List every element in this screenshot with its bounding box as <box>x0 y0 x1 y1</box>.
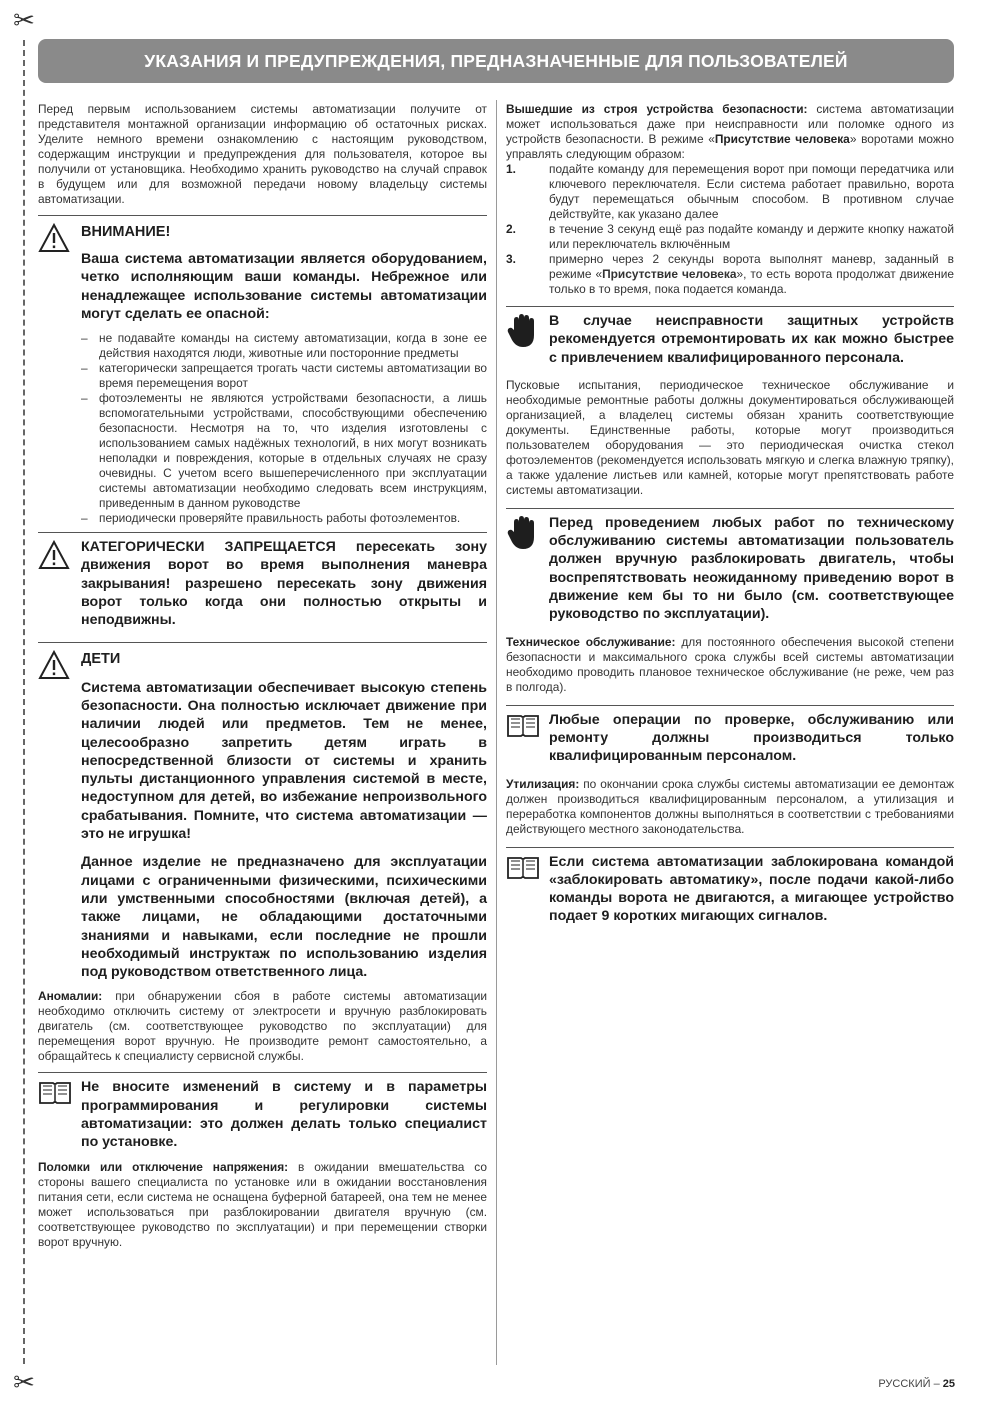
list-item: – периодически проверяйте правильность работы фотоэлементов. <box>81 511 487 526</box>
anomalies-text: при обнаружении сбоя в работе системы автоматизации необходимо отключить систему от электросети и вручную разблокировать двигатель (см. соответствующее руководство по эксплуатации) для перемещения ворот вручную. Не производите ремонт самостоятельно, а обращайтесь к специалисту сервисной службы. <box>38 989 487 1064</box>
forbidden-rest: пересекать зону движения ворот во время выполнения маневра закрывания! разрешено пересекать зону движения ворот только когда они полностью открыты и неподвижны. <box>81 539 488 629</box>
children-paragraph-1: Система автоматизации обеспечивает высокую степень безопасности. Она полностью исключает движение при наличии людей или предметов. Тем не менее, целесообразно запретить детям играть в непосредственной близости от системы и хранить пульты дистанционного управления системой в месте, недоступном для детей, во избежание непроизвольного срабатывания. Помните, что система автоматизации — это не игрушка! <box>81 679 487 843</box>
maintenance-paragraph <box>506 635 954 695</box>
faulty-text-end: » воротами можно управлять следующим образом: <box>506 132 954 161</box>
manual-book-icon <box>506 854 540 880</box>
unlock-note <box>506 508 954 624</box>
step-number: 2. <box>506 222 516 236</box>
attention-title: ВНИМАНИЕ! <box>81 224 171 240</box>
cut-line <box>23 40 25 1364</box>
anomalies-label: Аномалии: <box>38 989 103 1004</box>
faulty-label: Вышедшие из строя устройства безопасности: <box>506 102 808 116</box>
no-changes-text: Не вносите изменений в систему и в параметры программирования и регулировки системы автоматизации: это должен делать только специалист по установке. <box>81 1079 487 1151</box>
attention-section <box>38 215 487 526</box>
qualified-note-text: Любые операции по проверке, обслуживанию или ремонту должны производиться только квалифицированным персоналом. <box>549 711 954 765</box>
repair-note <box>506 306 954 367</box>
unlock-note-text: Перед проведением любых работ по техническому обслуживанию системы автоматизации пользователь должен вручную разблокировать двигатель, чтобы воспрепятствовать неожиданному приведению ворот в движение кем бы то ни было (см. соответствующее руководство по эксплуатации). <box>549 514 954 623</box>
faulty-text: система автоматизации может использоваться даже при неисправности или поломке одного из устройств безопасности. В режиме « <box>506 102 954 146</box>
children-section <box>38 642 487 982</box>
disposal-paragraph <box>506 777 954 837</box>
mode-name: Присутствие человека <box>602 267 737 281</box>
manual-book-icon <box>38 1079 72 1105</box>
repair-note-text: В случае неисправности защитных устройств рекомендуется отремонтировать их как можно быстрее с привлечением квалифицированного персонала. <box>549 313 954 366</box>
list-item: – фотоэлементы не являются устройствами безопасности, а лишь вспомогательными устройствами, способствующими обеспечению безопасности. Несмотря на то, что изделия изготовлены с использованием самых надёжных технологий, в них могут возникать неполадки и повреждения, которые в отдельных случаях не сразу очевидны. С учетом всего вышеперечисленного при эксплуатации системы автоматизации необходимо следовать всем инструкциям, приведенным в данном руководстве <box>81 391 487 511</box>
children-title: ДЕТИ <box>81 650 121 667</box>
disposal-label: Утилизация: <box>506 776 580 791</box>
left-column <box>38 102 487 1250</box>
list-item <box>506 252 954 297</box>
warning-triangle-icon <box>38 650 70 680</box>
page-number: 25 <box>942 1378 955 1390</box>
power-label: Поломки или отключение напряжения: <box>38 1159 289 1174</box>
maintenance-label: Техническое обслуживание: <box>506 634 676 649</box>
faulty-devices-paragraph <box>506 102 954 162</box>
blocked-note-text: Если система автоматизации заблокирована командой «заблокировать автоматику», после подачи какой-либо команды ворота не двигаются, а мигающее устройство подает 9 коротких мигающих сигналов. <box>549 853 954 925</box>
step-text: подайте команду для перемещения ворот при помощи передатчика или ключевого переключателя. Если система работает правильно, ворота будут перемещаться обычным способом. В противном случае действуйте, как указано далее <box>549 162 954 221</box>
tests-paragraph: Пусковые испытания, периодическое техническое обслуживание и необходимые ремонтные работы должны документироваться обслуживающей организацией, а владелец системы обязан хранить соответствующие документы. Единственные работы, которые могут производиться пользователем оборудования — это периодическая очистка стекол фотоэлементов (рекомендуется использовать мягкую и слегка влажную тряпку), а также удаление листьев или камней, которые могут препятствовать работе системы автоматизации. <box>506 377 954 497</box>
footer-language: РУССКИЙ – <box>878 1378 943 1390</box>
no-changes-note <box>38 1072 487 1151</box>
list-item <box>506 222 954 252</box>
maintenance-text: для постоянного обеспечения высокой степени безопасности и максимального срока службы всей системы автоматизации необходимо проводить плановое техническое обслуживание (не реже, чем раз в полгода). <box>506 634 954 694</box>
step-number: 1. <box>506 162 516 176</box>
children-paragraph-2: Данное изделие не предназначено для эксплуатации лицами с ограниченными физическими, психическими или умственными способностями (включая детей), а также лицами, не обладающими достаточными знаниями и навыками, если последние не прошли необходимый инструктаж по использованию изделия под руководством ответственного лица. <box>81 854 487 981</box>
intro-paragraph: Перед первым использованием системы автоматизации получите от представителя монтажной организации информацию об остаточных рисках. Уделите немного времени ознакомлению с настоящим руководством, содержащим инструкции и предупреждения для пользователя, которое вы получили от установщика. Необходимо хранить руководство на случай справок в будущем или для возможной передачи новому владельцу системы автоматизации. <box>38 102 487 206</box>
right-column <box>506 102 954 926</box>
qualified-note <box>506 705 954 766</box>
stop-hand-icon <box>506 515 540 551</box>
list-item: – категорически запрещается трогать части системы автоматизации во время перемещения ворот <box>81 361 487 391</box>
attention-bold-text: Ваша система автоматизации является оборудованием, четко исполняющим ваши команды. Небрежное или ненадлежащее использование системы автоматизации могут сделать ее опасной: <box>81 251 487 322</box>
page-title: УКАЗАНИЯ И ПРЕДУПРЕЖДЕНИЯ, ПРЕДНАЗНАЧЕННЫЕ ДЛЯ ПОЛЬЗОВАТЕЛЕЙ <box>38 39 954 83</box>
warning-triangle-icon <box>38 540 70 570</box>
attention-list <box>81 331 487 526</box>
mode-name: Присутствие человека <box>714 132 850 146</box>
steps-list <box>506 162 954 297</box>
stop-hand-icon <box>506 313 540 349</box>
disposal-text: по окончании срока службы системы автоматизации ее демонтаж должен производиться квалифицированным персоналом, а утилизация и переработка компонентов должны выполняться в соответствии с требованиями действующего местного законодательства. <box>506 776 954 836</box>
page-footer <box>878 1378 955 1390</box>
scissors-icon: ✂ <box>13 1367 35 1397</box>
power-paragraph <box>38 1160 487 1250</box>
forbidden-section <box>38 532 487 629</box>
anomalies-paragraph <box>38 989 487 1064</box>
warning-triangle-icon <box>38 223 70 253</box>
step-text: примерно через 2 секунды ворота выполнят маневр, заданный в режиме « <box>549 252 954 281</box>
scissors-icon: ✂ <box>13 5 35 35</box>
list-item: – не подавайте команды на систему автоматизации, когда в зоне ее действия находятся люди, животные или посторонние предметы <box>81 331 487 361</box>
forbidden-lead: КАТЕГОРИЧЕСКИ ЗАПРЕЩАЕТСЯ <box>81 539 336 556</box>
blocked-note <box>506 847 954 926</box>
step-text: в течение 3 секунд ещё раз подайте команду и держите кнопку нажатой или переключатель включённым <box>549 222 954 251</box>
manual-book-icon <box>506 712 540 738</box>
step-text-end: », то есть ворота продолжат движение только в то время, пока подается команда. <box>549 267 954 296</box>
power-text: в ожидании вмешательства со стороны вашего специалиста по установке или в ожидании восстановления питания сети, если система не оснащена буферной батареей, она тем не менее может использоваться при разблокировании двигателя вручную (см. соответствующее руководство по эксплуатации) и при перемещении створки ворот вручную. <box>38 1159 487 1249</box>
step-number: 3. <box>506 252 516 266</box>
column-divider <box>496 100 497 1365</box>
list-item <box>506 162 954 222</box>
forbidden-text <box>81 533 487 629</box>
